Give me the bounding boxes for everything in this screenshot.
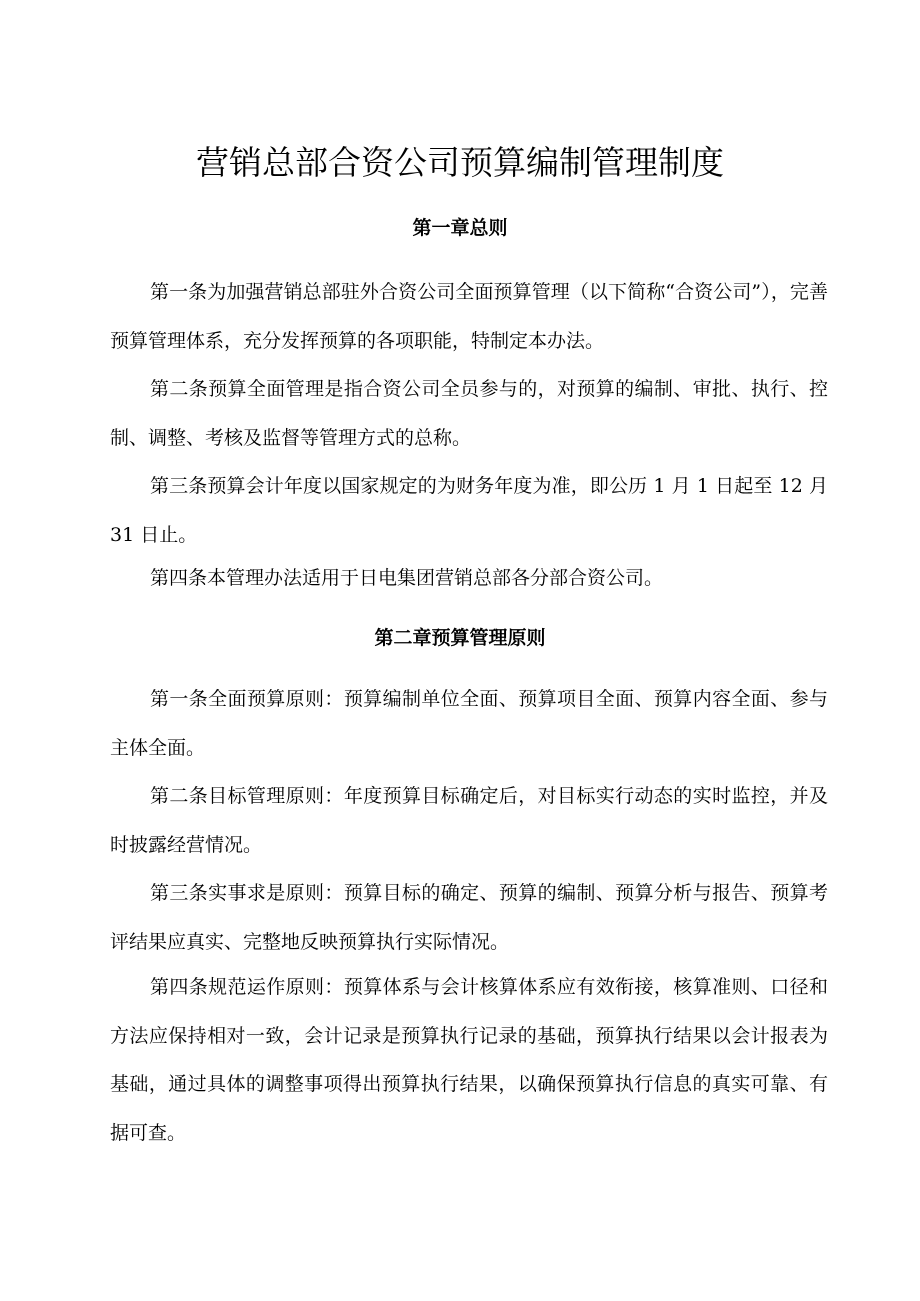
chapter-1-article-1: 第一条为加强营销总部驻外合资公司全面预算管理（以下简称“合资公司”），完善预算管理体系，充分发挥预算的各项职能，特制定本办法。 xyxy=(110,281,828,352)
chapter-1-article-4: 第四条本管理办法适用于日电集团营销总部各分部合资公司。 xyxy=(150,567,664,589)
chapter-2-heading: 第二章预算管理原则 xyxy=(374,627,546,649)
chapter-2-article-2: 第二条目标管理原则：年度预算目标确定后，对目标实行动态的实时监控，并及时披露经营情况。 xyxy=(110,785,828,856)
document-title: 营销总部合资公司预算编制管理制度 xyxy=(196,143,724,182)
chapter-1-article-3: 第三条预算会计年度以国家规定的为财务年度为准，即公历 1 月 1 日起至 12 月 31 日止。 xyxy=(110,475,828,546)
chapter-1-heading: 第一章总则 xyxy=(412,217,508,239)
chapter-2-article-4: 第四条规范运作原则：预算体系与会计核算体系应有效衔接，核算准则、口径和方法应保持相对一致，会计记录是预算执行记录的基础，预算执行结果以会计报表为基础，通过具体的调整事项得出预算执行结果，以确保预算执行信息的真实可靠、有据可查。 xyxy=(110,976,828,1144)
chapter-2-article-1: 第一条全面预算原则：预算编制单位全面、预算项目全面、预算内容全面、参与主体全面。 xyxy=(110,688,828,759)
chapter-1-article-2: 第二条预算全面管理是指合资公司全员参与的，对预算的编制、审批、执行、控制、调整、考核及监督等管理方式的总称。 xyxy=(110,378,828,449)
chapter-2-article-3: 第三条实事求是原则：预算目标的确定、预算的编制、预算分析与报告、预算考评结果应真实、完整地反映预算执行实际情况。 xyxy=(110,882,828,953)
